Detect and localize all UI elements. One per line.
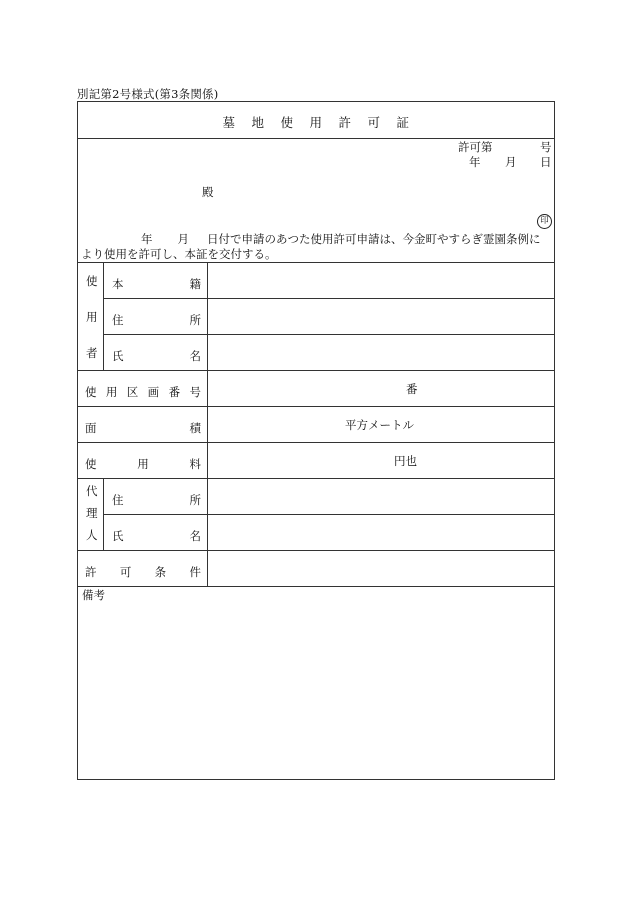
permit-number-prefix: 許可第 xyxy=(458,140,493,154)
fee-label: 使 用 料 xyxy=(85,457,201,471)
date-day: 日 xyxy=(540,155,552,169)
rule xyxy=(103,478,104,550)
rule xyxy=(78,586,554,587)
permit-form xyxy=(77,101,555,780)
seal-mark: 印 xyxy=(537,214,552,229)
rule xyxy=(78,262,554,263)
rule xyxy=(78,370,554,371)
rule xyxy=(207,262,208,586)
addressee-suffix: 殿 xyxy=(202,185,214,199)
fee-unit: 円也 xyxy=(394,454,417,468)
statement-year: 年 xyxy=(141,232,153,246)
rule xyxy=(103,514,554,515)
rule xyxy=(78,550,554,551)
rule xyxy=(78,478,554,479)
permit-statement xyxy=(81,232,553,262)
rule xyxy=(103,334,554,335)
statement-line1: 日付で申請のあつた使用許可申請は、今金町やすらぎ霊園条例に xyxy=(207,232,541,246)
date-month: 月 xyxy=(505,155,517,169)
user-group-char: 者 xyxy=(86,346,98,360)
conditions-label: 許 可 条 件 xyxy=(85,565,201,579)
area-unit: 平方メートル xyxy=(345,418,414,432)
statement-month: 月 xyxy=(177,232,189,246)
remarks-label: 備考 xyxy=(82,588,105,602)
form-title: 墓地使用許可証 xyxy=(222,115,426,130)
rule xyxy=(78,138,554,139)
rule xyxy=(103,262,104,370)
agent-group-char: 人 xyxy=(86,528,98,542)
permit-number-suffix: 号 xyxy=(540,140,552,154)
agent-group-char: 代 xyxy=(86,484,98,498)
rule xyxy=(78,442,554,443)
agent-address-label: 住 所 xyxy=(112,493,201,507)
rule xyxy=(103,298,554,299)
form-caption: 別記第2号様式(第3条関係) xyxy=(77,87,219,101)
statement-line2: より使用を許可し、本証を交付する。 xyxy=(81,247,277,261)
agent-group-char: 理 xyxy=(86,506,98,520)
area-label: 面 積 xyxy=(85,421,201,435)
user-group-char: 使 xyxy=(86,274,98,288)
user-address-label: 住 所 xyxy=(112,313,201,327)
rule xyxy=(78,406,554,407)
date-year: 年 xyxy=(469,155,481,169)
user-name-label: 氏 名 xyxy=(112,349,201,363)
plot-number-unit: 番 xyxy=(406,382,418,396)
agent-name-label: 氏 名 xyxy=(112,529,201,543)
plot-number-label: 使 用 区 画 番 号 xyxy=(85,385,201,399)
user-domicile-label: 本 籍 xyxy=(112,277,201,291)
user-group-char: 用 xyxy=(86,310,98,324)
